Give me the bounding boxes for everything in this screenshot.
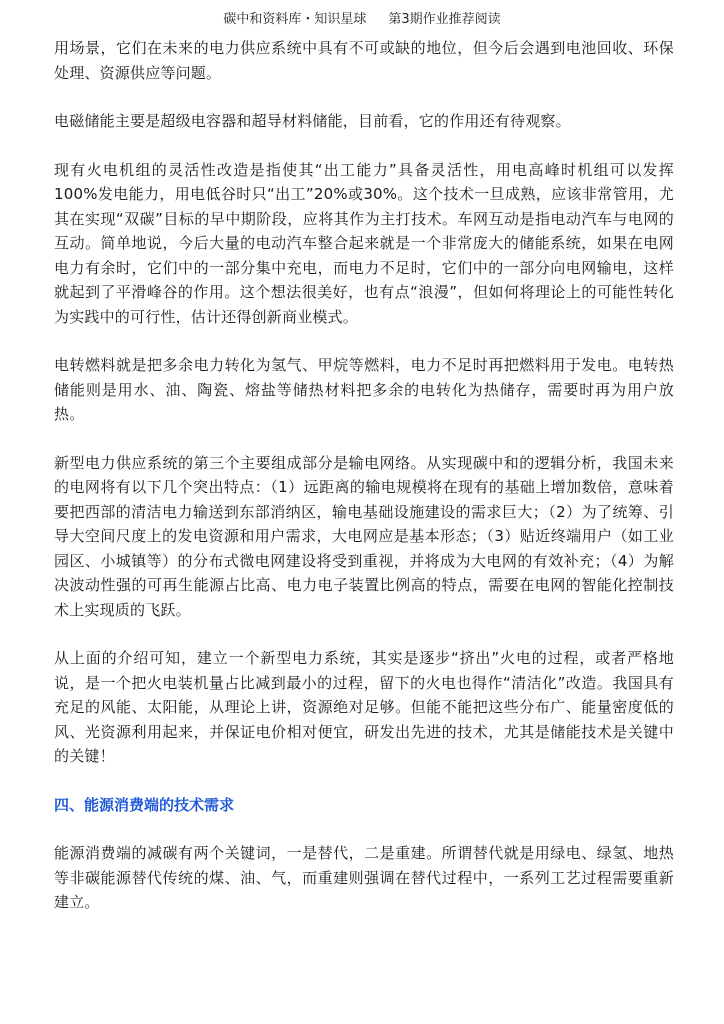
- document-body: [54, 36, 674, 939]
- paragraph-thermal-flexibility: 现有火电机组的灵活性改造是指使其“出工能力”具备灵活性，用电高峰时机组可以发挥100%发电能力，用电低谷时只“出工”20%或30%。这个技术一旦成熟，应该非常管用，尤其在实现“双碳”目标的早中期阶段，应将其作为主打技术。车网互动是指电动汽车与电网的互动。简单地说，今后大量的电动汽车整合起来就是一个非常庞大的储能系统，如果在电网电力有余时，它们中的一部分集中充电，而电力不足时，它们中的一部分向电网输电，这样就起到了平滑峰谷的作用。这个想法很美好，也有点“浪漫”，但如何将理论上的可能性转化为实践中的可行性，估计还得创新商业模式。: [54, 160, 674, 326]
- header-left-title: 碳中和资料库・知识星球: [223, 12, 367, 27]
- paragraph-electromagnetic-storage: 电磁储能主要是超级电容器和超导材料储能，目前看，它的作用还有待观察。: [54, 112, 571, 130]
- paragraph-new-power-system: 从上面的介绍可知，建立一个新型电力系统，其实是逐步“挤出”火电的过程，或者严格地说，是一个把火电装机量占比减到最小的过程，留下的火电也得作“清洁化”改造。我国具有充足的风能、太阳能，从理论上讲，资源绝对足够。但能不能把这些分布广、能量密度低的风、光资源利用起来，并保证电价相对便宜，研发出先进的技术，尤其是储能技术是关键中的关键！: [54, 649, 674, 765]
- paragraph-consumption-decarbonization: 能源消费端的减碳有两个关键词，一是替代，二是重建。所谓替代就是用绿电、绿氢、地热等非碳能源替代传统的煤、油、气，而重建则强调在替代过程中，一系列工艺过程需要重新建立。: [54, 844, 674, 911]
- paragraph-transmission-grid: 新型电力供应系统的第三个主要组成部分是输电网络。从实现碳中和的逻辑分析，我国未来的电网将有以下几个突出特点：（1）远距离的输电规模将在现有的基础上增加数倍，意味着要把西部的清洁电力输送到东部消纳区，输电基础设施建设的需求巨大；（2）为了统筹、引导大空间尺度上的发电资源和用户需求，大电网应是基本形态；（3）贴近终端用户（如工业园区、小城镇等）的分布式微电网建设将受到重视，并将成为大电网的有效补充；（4）为解决波动性强的可再生能源占比高、电力电子装置比例高的特点，需要在电网的智能化控制技术上实现质的飞跃。: [54, 453, 674, 619]
- paragraph-battery-issues: 用场景，它们在未来的电力供应系统中具有不可或缺的地位，但今后会遇到电池回收、环保处理、资源供应等问题。: [54, 39, 674, 82]
- section-heading-consumption: 四、能源消费端的技术需求: [54, 795, 235, 814]
- page-header: [0, 11, 724, 29]
- paragraph-power-to-fuel: 电转燃料就是把多余电力转化为氢气、甲烷等燃料，电力不足时再把燃料用于发电。电转热储能则是用水、油、陶瓷、熔盐等储热材料把多余的电转化为热储存，需要时再为用户放热。: [54, 356, 674, 423]
- header-right-title: 第3期作业推荐阅读: [388, 12, 501, 27]
